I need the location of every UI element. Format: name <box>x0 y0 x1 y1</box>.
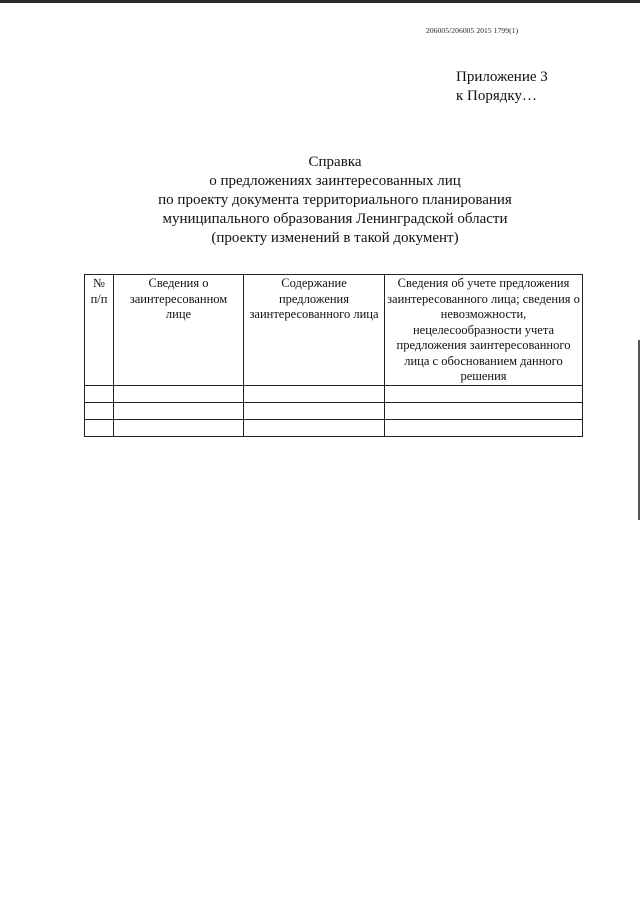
table-cell <box>114 385 244 402</box>
table-cell <box>114 419 244 436</box>
table-cell <box>385 402 583 419</box>
proposals-table <box>84 274 583 437</box>
table-header-row <box>85 275 583 386</box>
table-cell <box>85 419 114 436</box>
title-line-1: Справка <box>308 154 362 170</box>
table-cell <box>385 419 583 436</box>
table-cell <box>85 402 114 419</box>
appendix-line-1: Приложение 3 <box>456 69 548 85</box>
title-line-2: о предложениях заинтересованных лиц <box>209 173 461 189</box>
title-line-5: (проекту изменений в такой документ) <box>211 230 459 246</box>
document-title <box>150 153 520 248</box>
table-cell <box>85 385 114 402</box>
column-header-person-info: Сведения о заинтересованном лице <box>114 275 244 386</box>
title-line-4: муниципального образования Ленинградской области <box>162 211 508 227</box>
scan-edge-top <box>0 0 640 3</box>
column-header-proposal-content: Содержание предложения заинтересованного лица <box>244 275 385 386</box>
table-cell <box>244 402 385 419</box>
appendix-reference <box>456 68 548 106</box>
table-cell <box>244 419 385 436</box>
appendix-line-2: к Порядку… <box>456 88 537 104</box>
table-cell <box>114 402 244 419</box>
table-cell <box>244 385 385 402</box>
column-header-consideration-info: Сведения об учете предложения заинтересованного лица; сведения о невозможности, нецелесообразности учета предложения заинтересованного лица с обоснованием данного решения <box>385 275 583 386</box>
table-row <box>85 402 583 419</box>
document-id: 206005/206005 2015 1799(1) <box>426 26 519 35</box>
table-cell <box>385 385 583 402</box>
title-line-3: по проекту документа территориального планирования <box>158 192 512 208</box>
table-row <box>85 419 583 436</box>
table-row <box>85 385 583 402</box>
column-header-number: № п/п <box>85 275 114 386</box>
